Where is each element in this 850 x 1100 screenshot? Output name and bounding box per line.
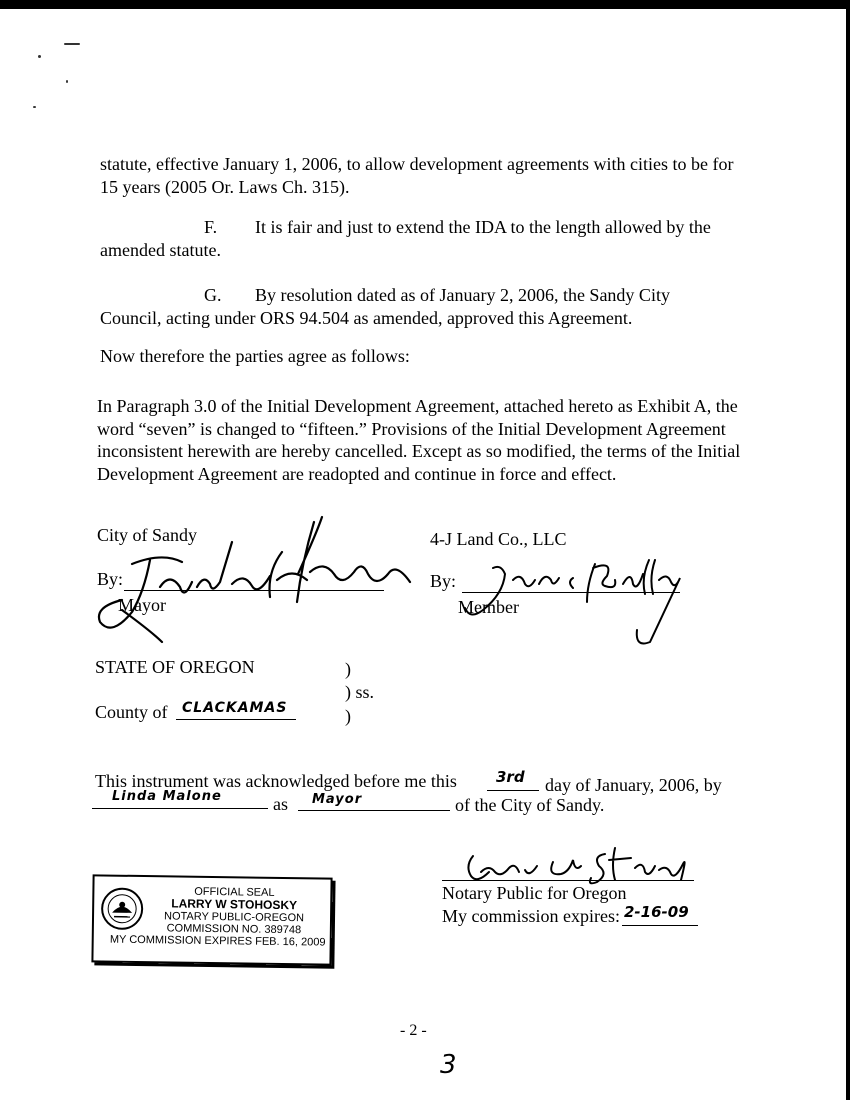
paragraph-g-text: By resolution dated as of January 2, 2006, the Sandy City Council, acting under ORS 94.504 as amended, approved this Agreement.	[100, 285, 670, 328]
county-line	[176, 719, 296, 720]
scan-border-right	[846, 0, 850, 1100]
ack-day-handwritten: 3rd	[496, 768, 525, 786]
paragraph-g-letter: G.	[204, 285, 222, 305]
ack-text-1: This instrument was acknowledged before me this	[95, 771, 457, 791]
notary-signature-line	[442, 880, 694, 881]
notary-title: Notary Public for Oregon	[442, 883, 627, 903]
ack-name-handwritten: Linda Malone	[112, 789, 222, 804]
scan-speck	[66, 80, 68, 83]
city-party-name: City of Sandy	[97, 525, 198, 545]
company-by-label: By:	[430, 571, 457, 591]
seal-line-1: OFFICIAL SEAL	[194, 885, 275, 899]
operative-paragraph: In Paragraph 3.0 of the Initial Development Agreement, attached hereto as Exhibit A, the word “seven” is changed to “fifteen.” Provisions of the Initial Development Agreement inconsistent herewith are hereby cancelled. Except as so modified, the terms of the Initial Development Agreement are readopted and continue in force and effect.	[97, 396, 741, 484]
paragraph-e-tail: statute, effective January 1, 2006, to allow development agreements with cities to be for 15 years (2005 Or. Laws Ch. 315).	[100, 154, 734, 197]
scan-speck	[33, 106, 36, 108]
paragraph-f-text: It is fair and just to extend the IDA to the length allowed by the amended statute.	[100, 217, 711, 260]
seal-line-2: LARRY W STOHOSKY	[171, 896, 298, 913]
county-handwritten: CLACKAMAS	[182, 700, 288, 716]
member-signature	[455, 550, 685, 650]
venue-county-label: County of	[95, 702, 168, 722]
scan-border-top	[0, 0, 850, 9]
venue-paren-1: )	[345, 659, 351, 679]
seal-line-4: COMMISSION NO. 389748	[166, 922, 302, 937]
ack-title-line	[298, 810, 450, 811]
paragraph-f-letter: F.	[204, 217, 218, 237]
scan-speck	[64, 43, 80, 45]
notary-seal-stamp	[91, 874, 332, 965]
company-party-name: 4-J Land Co., LLC	[430, 529, 567, 549]
venue-paren-3: )	[345, 706, 351, 726]
ack-name-line	[92, 808, 268, 809]
notary-expires-handwritten: 2-16-09	[624, 903, 689, 921]
oregon-state-seal-icon	[100, 886, 145, 931]
venue-state: STATE OF OREGON	[95, 657, 255, 677]
venue-ss: ) ss.	[345, 682, 375, 702]
city-signer-title: Mayor	[118, 595, 166, 615]
ack-title-handwritten: Mayor	[312, 792, 363, 807]
seal-line-5: MY COMMISSION EXPIRES FEB. 16, 2009	[109, 933, 326, 949]
notary-expires-line	[622, 925, 698, 926]
seal-line-3: NOTARY PUBLIC-OREGON	[163, 910, 305, 925]
handwritten-page-number: 3	[440, 1050, 457, 1080]
ack-day-line	[487, 790, 539, 791]
now-therefore: Now therefore the parties agree as follows:	[100, 346, 410, 366]
ack-text-2: day of January, 2006, by	[545, 775, 722, 795]
page-number: - 2 -	[400, 1022, 427, 1039]
mayor-signature	[92, 512, 422, 647]
notary-expires-label: My commission expires:	[442, 906, 620, 926]
company-signer-title: Member	[458, 597, 519, 617]
city-by-label: By:	[97, 569, 124, 589]
scan-speck	[38, 55, 41, 58]
ack-text-3: of the City of Sandy.	[455, 795, 605, 815]
ack-as-label: as	[273, 794, 288, 814]
